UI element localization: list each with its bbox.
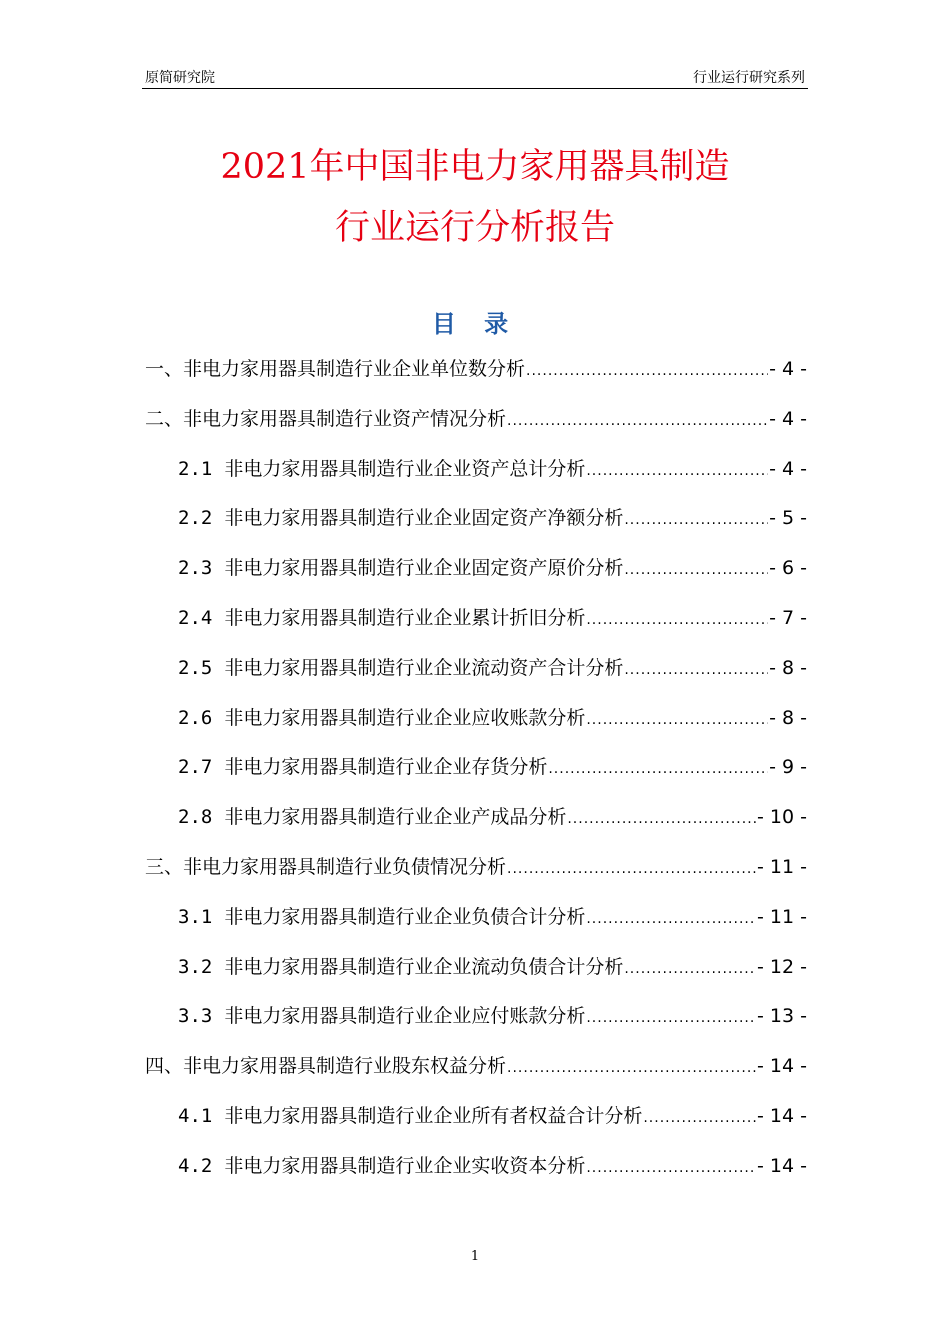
toc-entry[interactable] bbox=[145, 902, 807, 952]
toc-entry-page: - 11 - bbox=[757, 905, 807, 928]
toc-entry-title: 非电力家用器具制造行业企业累计折旧分析 bbox=[224, 606, 586, 629]
toc-entry-page: - 4 - bbox=[769, 358, 807, 380]
toc-entry[interactable] bbox=[145, 1101, 807, 1151]
toc-entry-title: 非电力家用器具制造行业企业负债合计分析 bbox=[224, 905, 586, 928]
toc-entry-title: 非电力家用器具制造行业企业存货分析 bbox=[224, 756, 548, 779]
toc-dot-leader bbox=[624, 961, 756, 977]
toc-entry-title: 二、非电力家用器具制造行业资产情况分析 bbox=[145, 407, 507, 430]
toc-entry[interactable] bbox=[145, 1151, 807, 1201]
toc-entry-number: 2.7 bbox=[178, 756, 213, 779]
header-divider bbox=[142, 88, 808, 89]
toc-entry[interactable] bbox=[145, 653, 807, 703]
toc-heading: 目 录 bbox=[431, 310, 519, 338]
toc-entry-page: - 14 - bbox=[757, 1104, 807, 1127]
header-series: 行业运行研究系列 bbox=[693, 70, 805, 86]
toc-entry-number: 2.2 bbox=[178, 507, 213, 530]
toc-entry-title: 四、非电力家用器具制造行业股东权益分析 bbox=[145, 1055, 507, 1078]
toc-entry-title: 非电力家用器具制造行业企业流动负债合计分析 bbox=[224, 955, 624, 978]
toc-entry-title: 非电力家用器具制造行业企业固定资产净额分析 bbox=[224, 507, 624, 530]
toc-entry[interactable] bbox=[145, 454, 807, 504]
toc-entry[interactable] bbox=[145, 752, 807, 802]
toc-entry-number: 3.1 bbox=[178, 905, 213, 928]
toc-dot-leader bbox=[624, 562, 768, 578]
toc-entry-number: 4.1 bbox=[178, 1104, 213, 1127]
toc-dot-leader bbox=[624, 512, 768, 528]
toc-entry-title: 非电力家用器具制造行业企业实收资本分析 bbox=[224, 1154, 586, 1177]
toc-entry-page: - 13 - bbox=[757, 1005, 807, 1028]
toc-entry[interactable] bbox=[145, 952, 807, 1002]
toc-entry-title: 非电力家用器具制造行业企业流动资产合计分析 bbox=[224, 656, 624, 679]
toc-entry[interactable] bbox=[145, 553, 807, 603]
toc-dot-leader bbox=[624, 662, 768, 678]
toc-dot-leader bbox=[507, 413, 768, 429]
toc-dot-leader bbox=[507, 1060, 756, 1076]
toc-entry-page: - 5 - bbox=[769, 507, 807, 530]
toc-entry-page: - 6 - bbox=[769, 557, 807, 580]
toc-entry-title: 非电力家用器具制造行业企业应收账款分析 bbox=[224, 706, 586, 729]
toc-entry-page: - 14 - bbox=[757, 1055, 807, 1078]
toc-entry-number: 2.3 bbox=[178, 557, 213, 580]
toc-entry-page: - 14 - bbox=[757, 1154, 807, 1177]
header-organization: 原简研究院 bbox=[145, 70, 215, 86]
toc-dot-leader bbox=[586, 712, 768, 728]
toc-entry-page: - 9 - bbox=[769, 756, 807, 779]
toc-entry-page: - 4 - bbox=[769, 407, 807, 430]
toc-entry-number: 2.1 bbox=[178, 457, 213, 480]
toc-entry-number: 2.5 bbox=[178, 656, 213, 679]
report-title-line-1: 2021年中国非电力家用器具制造 bbox=[220, 147, 730, 187]
toc-entry[interactable] bbox=[145, 703, 807, 753]
toc-dot-leader bbox=[526, 363, 768, 379]
toc-entry-title: 三、非电力家用器具制造行业负债情况分析 bbox=[145, 855, 507, 878]
toc-entry-number: 2.6 bbox=[178, 706, 213, 729]
toc-entry[interactable] bbox=[145, 503, 807, 553]
toc-entry[interactable] bbox=[145, 852, 807, 902]
toc-entry-page: - 12 - bbox=[757, 955, 807, 978]
page-number: 1 bbox=[470, 1249, 480, 1264]
toc-dot-leader bbox=[586, 463, 768, 479]
toc-dot-leader bbox=[567, 811, 756, 827]
toc-entry[interactable] bbox=[145, 802, 807, 852]
toc-dot-leader bbox=[586, 911, 756, 927]
report-title-line-2: 行业运行分析报告 bbox=[334, 208, 615, 248]
toc-dot-leader bbox=[586, 1160, 756, 1176]
toc-entry-page: - 8 - bbox=[769, 706, 807, 729]
toc-dot-leader bbox=[507, 861, 756, 877]
toc-dot-leader bbox=[643, 1110, 756, 1126]
toc-entry-number: 2.8 bbox=[178, 806, 213, 829]
toc-dot-leader bbox=[586, 1010, 756, 1026]
table-of-contents bbox=[145, 354, 807, 1201]
toc-entry[interactable] bbox=[145, 404, 807, 454]
toc-entry[interactable] bbox=[145, 354, 807, 404]
toc-entry-page: - 11 - bbox=[757, 855, 807, 878]
toc-entry-number: 4.2 bbox=[178, 1154, 213, 1177]
toc-entry-title: 非电力家用器具制造行业企业固定资产原价分析 bbox=[224, 557, 624, 580]
toc-dot-leader bbox=[548, 761, 768, 777]
toc-entry-number: 3.3 bbox=[178, 1005, 213, 1028]
toc-entry-page: - 7 - bbox=[769, 606, 807, 629]
toc-entry-title: 非电力家用器具制造行业企业资产总计分析 bbox=[224, 457, 586, 480]
toc-entry-number: 2.4 bbox=[178, 606, 213, 629]
toc-entry-number: 3.2 bbox=[178, 955, 213, 978]
toc-entry-title: 非电力家用器具制造行业企业应付账款分析 bbox=[224, 1005, 586, 1028]
toc-entry-page: - 10 - bbox=[757, 806, 807, 829]
toc-entry-page: - 8 - bbox=[769, 656, 807, 679]
toc-entry[interactable] bbox=[145, 603, 807, 653]
toc-entry-title: 一、非电力家用器具制造行业企业单位数分析 bbox=[145, 358, 526, 380]
toc-entry[interactable] bbox=[145, 1051, 807, 1101]
toc-dot-leader bbox=[586, 612, 768, 628]
toc-entry[interactable] bbox=[145, 1001, 807, 1051]
toc-entry-page: - 4 - bbox=[769, 457, 807, 480]
toc-entry-title: 非电力家用器具制造行业企业产成品分析 bbox=[224, 806, 567, 829]
toc-entry-title: 非电力家用器具制造行业企业所有者权益合计分析 bbox=[224, 1104, 643, 1127]
